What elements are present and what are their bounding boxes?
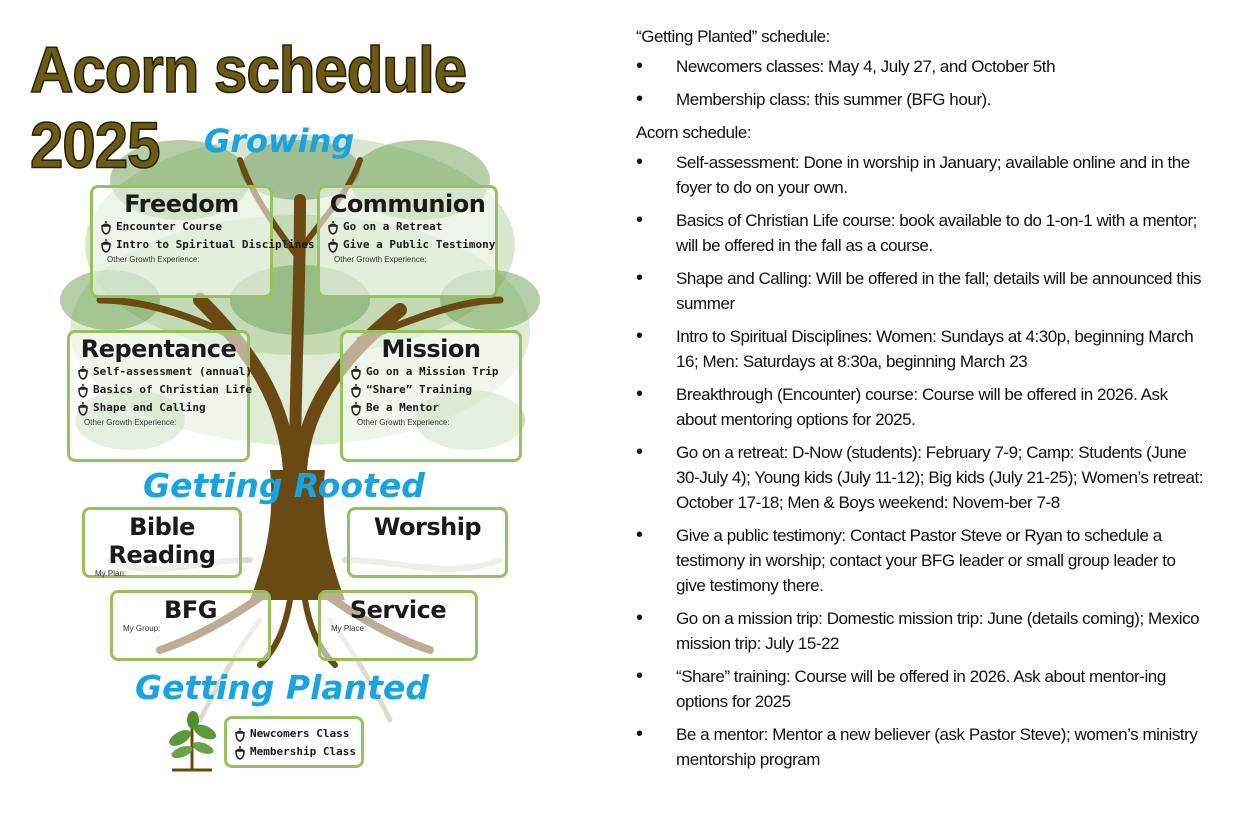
mission-item-label: Be a Mentor — [366, 401, 439, 414]
list-item — [99, 236, 315, 254]
list-item — [76, 399, 247, 417]
mission-item-label: Go on a Mission Trip — [366, 365, 499, 378]
list-item — [99, 218, 270, 236]
list-item — [349, 399, 519, 417]
list-item — [636, 208, 1206, 258]
list-item — [636, 664, 1206, 714]
list-item — [636, 150, 1206, 200]
bullet-label: Newcomers classes: — [676, 57, 824, 76]
service-box — [318, 590, 478, 661]
service-place: My Place: — [331, 624, 367, 633]
getting-planted-heading: “Getting Planted” schedule: — [636, 27, 830, 46]
bullet-text: Mentor a new believer (ask Pastor Steve); women’s ministry mentorship program — [676, 725, 1198, 769]
freedom-title: Freedom — [124, 190, 239, 218]
repentance-item-label: Self-assessment (annual) — [93, 365, 252, 378]
planted-box — [224, 716, 364, 768]
freedom-other-growth: Other Growth Experience: — [107, 255, 200, 264]
bullet-label: Give a public testimony: — [676, 526, 846, 545]
bfg-box — [110, 590, 271, 661]
list-item — [636, 722, 1206, 772]
acorn-icon — [233, 727, 247, 742]
bullet-label: “Share” training: — [676, 667, 791, 686]
schedule-text — [636, 24, 1206, 780]
bullet-label: Membership class: — [676, 90, 811, 109]
list-item — [76, 363, 252, 381]
bullet-text: Done in worship in January; available online and in the foyer to do on your own. — [676, 153, 1190, 197]
bullet-text: May 4, July 27, and October 5th — [823, 57, 1056, 76]
growing-label: Growing — [204, 122, 355, 160]
list-item — [76, 381, 252, 399]
list-item — [636, 266, 1206, 316]
acorn-icon — [99, 238, 113, 253]
list-item — [233, 725, 361, 743]
bible-reading-box — [82, 507, 242, 578]
mission-item-label: “Share” Training — [366, 383, 472, 396]
acorn-icon — [233, 745, 247, 760]
bullet-text: this summer (BFG hour). — [810, 90, 992, 109]
freedom-box — [90, 185, 315, 298]
bible-reading-plan: My Plan: — [95, 569, 127, 578]
service-title: Service — [349, 596, 447, 624]
communion-other-growth: Other Growth Experience: — [334, 255, 427, 264]
worship-title: Worship — [373, 513, 482, 541]
list-item — [636, 87, 1206, 112]
list-item — [636, 440, 1206, 515]
freedom-list — [93, 218, 315, 254]
bullet-label: Intro to Spiritual Disciplines: — [676, 327, 872, 346]
acorn-icon — [76, 401, 90, 416]
bullet-text: Women: Sundays at 4:30p, beginning March 16; Men: Saturdays at 8:30a, beginning March 23 — [676, 327, 1194, 371]
bullet-text: book available to do 1-on-1 with a mentor; will be offered in the fall as a course. — [676, 211, 1197, 255]
bfg-group: My Group: — [123, 624, 161, 633]
worship-box — [347, 507, 508, 578]
communion-box — [317, 185, 498, 298]
bullet-text: Course will be offered in 2026. Ask about mentoring options for 2025. — [676, 385, 1168, 429]
acorn-icon — [349, 383, 363, 398]
mission-other-growth: Other Growth Experience: — [357, 418, 450, 427]
mission-list — [343, 363, 519, 417]
bullet-label: Self-assessment: — [676, 153, 800, 172]
communion-title: Communion — [329, 190, 486, 218]
acorn-schedule-list — [636, 150, 1206, 772]
getting-planted-label: Getting Planted — [135, 668, 429, 707]
list-item — [326, 218, 495, 236]
bullet-label: Go on a retreat: — [676, 443, 788, 462]
list-item — [326, 236, 495, 254]
freedom-item-label: Encounter Course — [116, 220, 222, 233]
list-item — [636, 606, 1206, 656]
bible-reading-title: Bible Reading — [108, 513, 216, 569]
getting-planted-list — [636, 54, 1206, 112]
acorn-icon — [76, 365, 90, 380]
list-item — [636, 324, 1206, 374]
list-item — [349, 381, 519, 399]
mission-title: Mission — [381, 335, 481, 363]
list-item — [636, 523, 1206, 598]
acorn-icon — [349, 365, 363, 380]
page-title: Acorn schedule 2025 — [30, 33, 467, 182]
communion-item-label: Give a Public Testimony — [343, 238, 496, 251]
acorn-icon — [326, 220, 340, 235]
acorn-schedule-heading: Acorn schedule: — [636, 123, 752, 142]
bullet-text: Course will be offered in 2026. Ask about mentor-ing options for 2025 — [676, 667, 1166, 711]
acorn-icon — [76, 383, 90, 398]
bullet-text: Contact Pastor Steve or Ryan to schedule a testimony in worship; contact your BFG leader or small group leader to give testimony there. — [676, 526, 1176, 595]
repentance-list — [70, 363, 252, 417]
freedom-item-label: Intro to Spiritual Disciplines — [116, 238, 315, 251]
planted-item-label: Membership Class — [250, 745, 356, 758]
repentance-item-label: Basics of Christian Life — [93, 383, 252, 396]
bullet-label: Basics of Christian Life course: — [676, 211, 895, 230]
communion-item-label: Go on a Retreat — [343, 220, 443, 233]
repentance-other-growth: Other Growth Experience: — [84, 418, 177, 427]
bullet-label: Shape and Calling: — [676, 269, 812, 288]
bullet-text: D-Now (students): February 7-9; Camp: Students (June 30-July 4); Young kids (July 11-12); Big kids (July 21-25); Women’s retreat: October 17-18; Men & Boys weekend: Novem-ber 7-8 — [676, 443, 1204, 512]
acorn-icon — [349, 401, 363, 416]
bullet-text: Domestic mission trip: June (details coming); Mexico mission trip: July 15-22 — [676, 609, 1200, 653]
bfg-title: BFG — [164, 596, 217, 624]
acorn-icon — [326, 238, 340, 253]
acorn-icon — [99, 220, 113, 235]
acorn-tree-graphic — [0, 0, 610, 835]
mission-box — [340, 330, 522, 462]
bullet-label: Breakthrough (Encounter) course: — [676, 385, 918, 404]
getting-rooted-label: Getting Rooted — [143, 466, 425, 505]
repentance-item-label: Shape and Calling — [93, 401, 206, 414]
list-item — [636, 54, 1206, 79]
planted-list — [227, 725, 361, 761]
list-item — [636, 382, 1206, 432]
repentance-box — [67, 330, 250, 462]
list-item — [233, 743, 361, 761]
planted-item-label: Newcomers Class — [250, 727, 350, 740]
bullet-label: Go on a mission trip: — [676, 609, 823, 628]
bullet-text: Will be offered in the fall; details will be announced this summer — [676, 269, 1201, 313]
repentance-title: Repentance — [80, 335, 237, 363]
communion-list — [320, 218, 495, 254]
list-item — [349, 363, 519, 381]
sprout-icon — [167, 711, 219, 770]
bullet-label: Be a mentor: — [676, 725, 768, 744]
